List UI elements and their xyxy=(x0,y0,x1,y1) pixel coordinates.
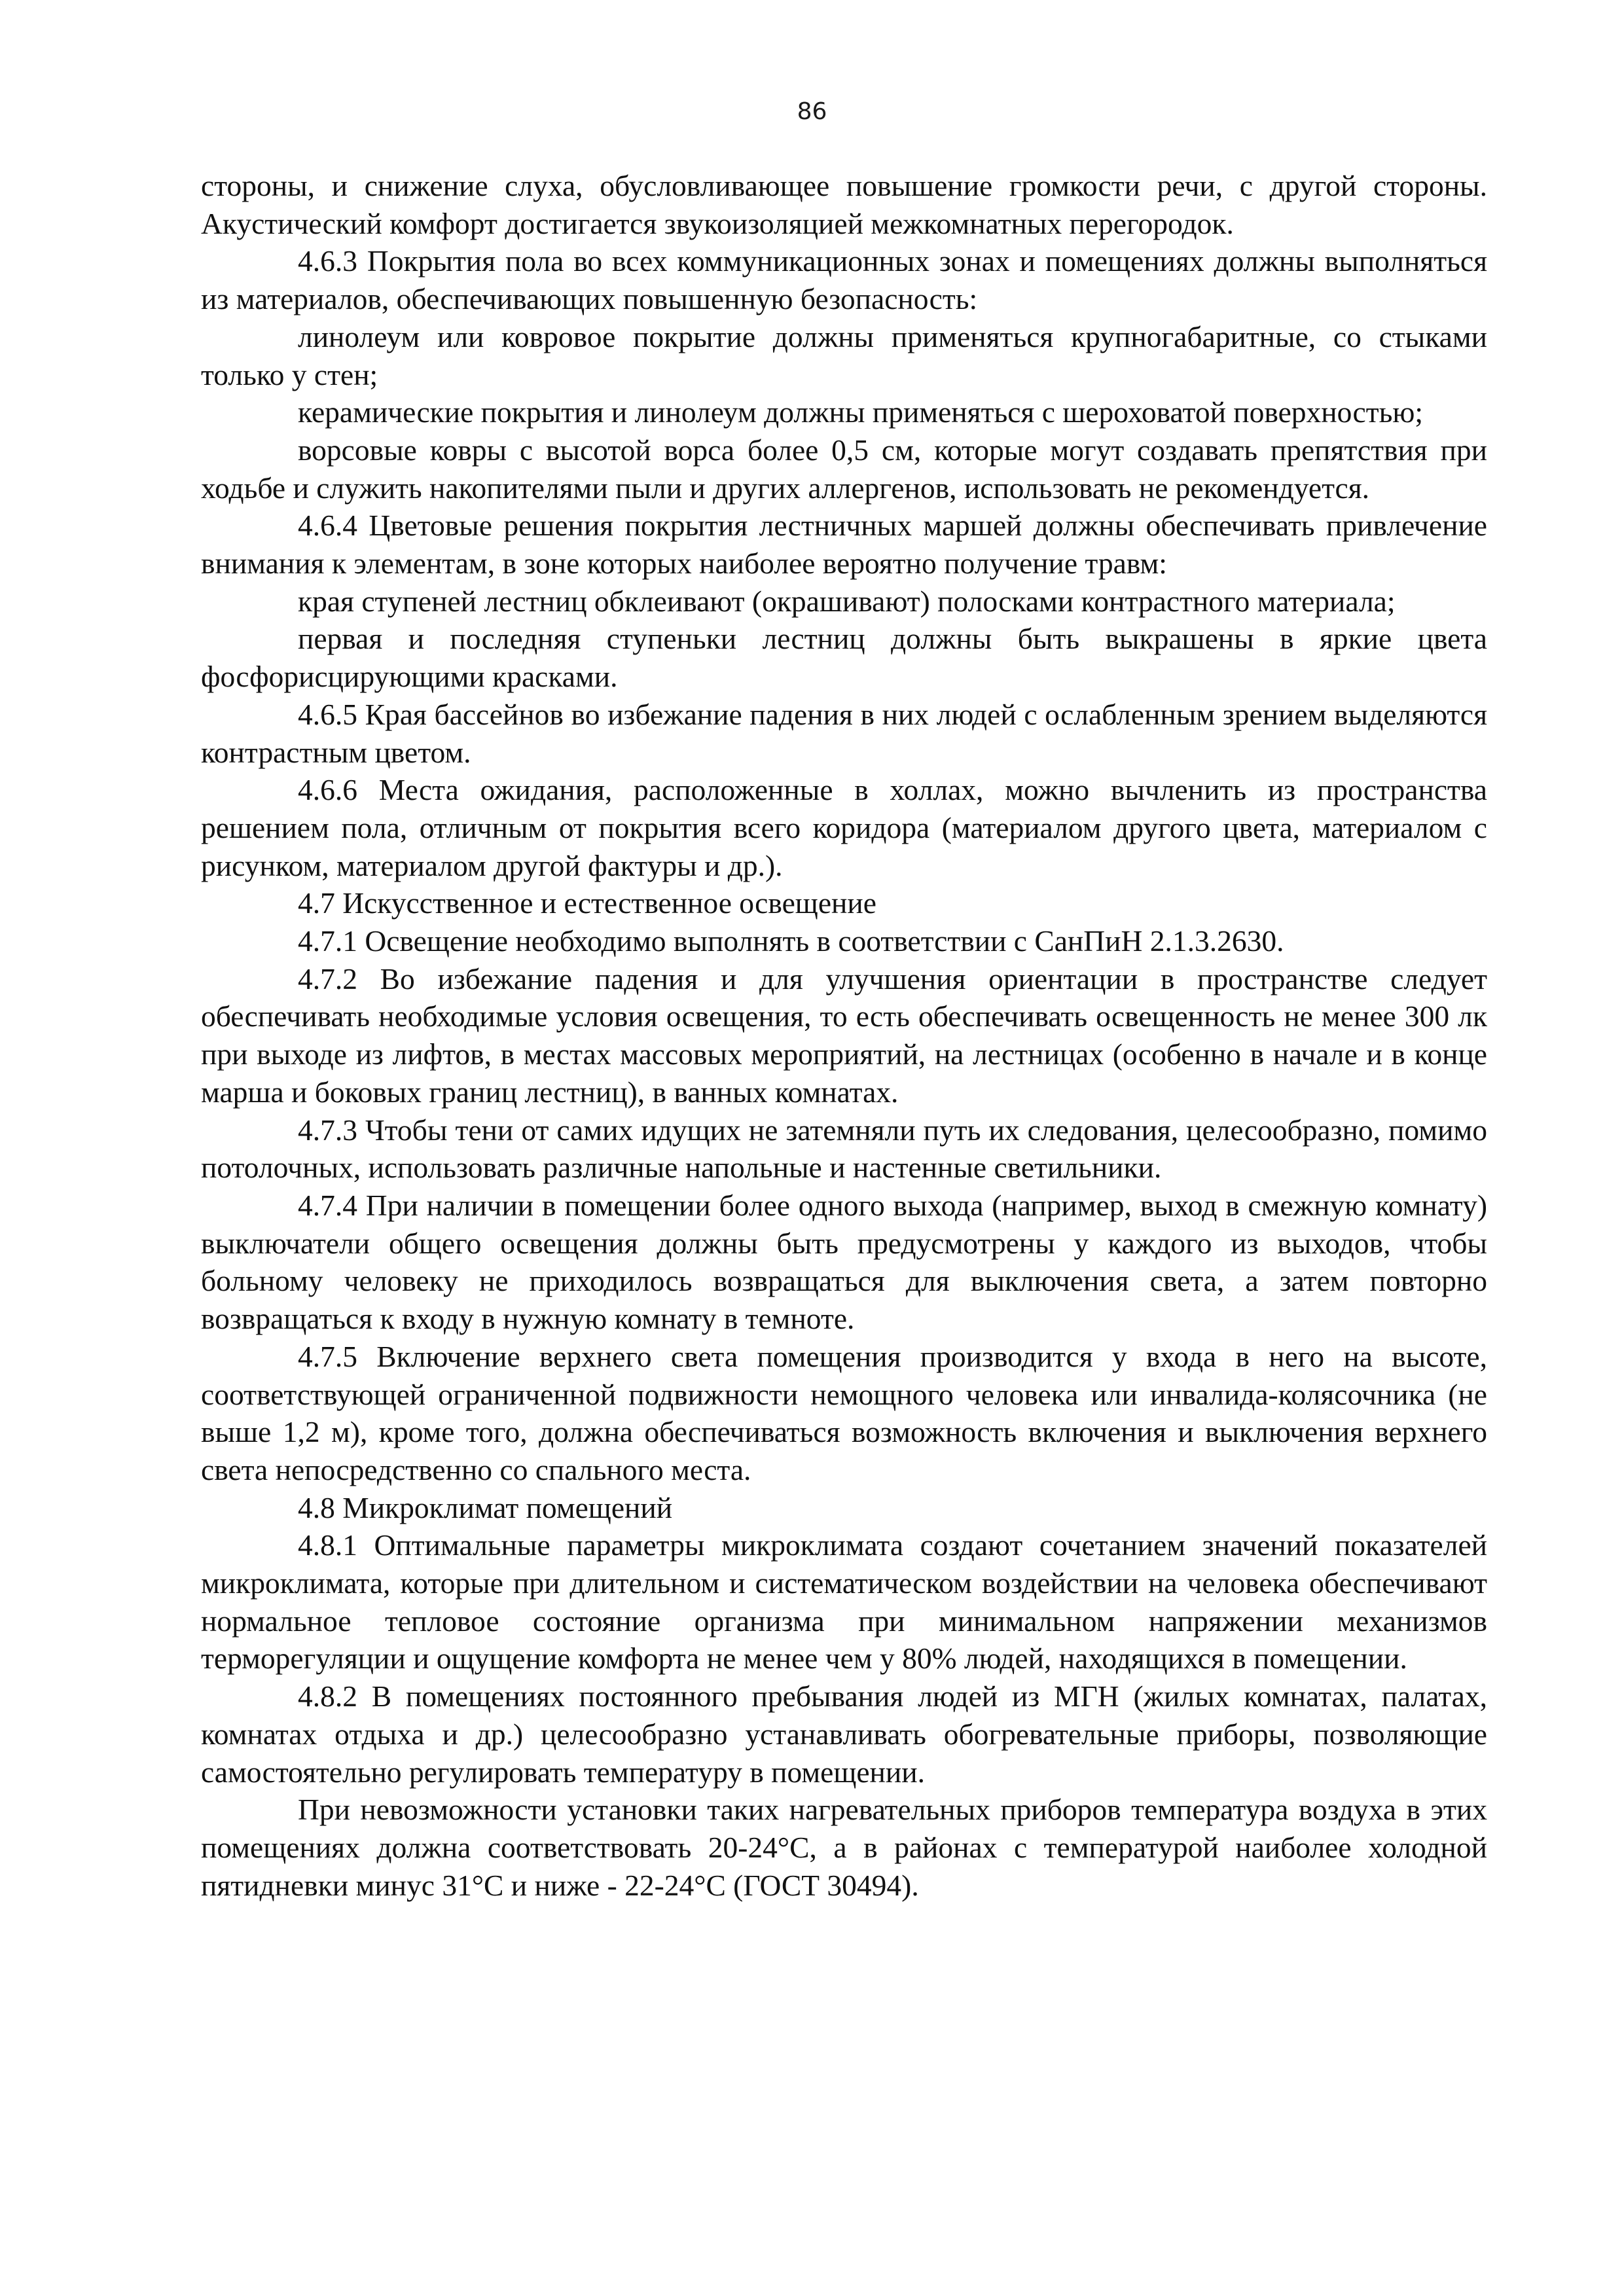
paragraph-4-8-1: 4.8.1 Оптимальные параметры микроклимата создают сочетанием значений показателей микроклимата, которые при длительном и систематическом воздействии на человека обеспечивают нормальное тепловое состояние организма при минимальном напряжении механизмов терморегуляции и ощущение комфорта не менее чем у 80% людей, находящихся в помещении. xyxy=(201,1528,1487,1676)
paragraph-4-6-3: 4.6.3 Покрытия пола во всех коммуникационных зонах и помещениях должны выполняться из материалов, обеспечивающих повышенную безопасность: xyxy=(201,244,1487,316)
paragraph-4-7-5: 4.7.5 Включение верхнего света помещения производится у входа в него на высоте, соответствующей ограниченной подвижности немощного человека или инвалида-колясочника (не выше 1,2 м), кроме того, должна обеспечиваться возможность включения и выключения верхнего света непосредственно со спального места. xyxy=(201,1339,1487,1486)
paragraph-4-6-5: 4.6.5 Края бассейнов во избежание падения в них людей с ослабленным зрением выделяются контрастным цветом. xyxy=(201,697,1487,769)
document-body xyxy=(201,167,1487,1904)
list-item-linoleum-carpet: линолеум или ковровое покрытие должны применяться крупногабаритные, со стыками только у стен; xyxy=(201,319,1487,391)
list-item-step-edges: края ступеней лестниц обклеивают (окрашивают) полосками контрастного материала; xyxy=(298,584,1396,618)
paragraph-4-7-3: 4.7.3 Чтобы тени от самих идущих не затемняли путь их следования, целесообразно, помимо потолочных, использовать различные напольные и настенные светильники. xyxy=(201,1113,1487,1185)
section-heading-4-7: 4.7 Искусственное и естественное освещение xyxy=(298,886,876,920)
list-item-first-last-steps: первая и последняя ступеньки лестниц должны быть выкрашены в яркие цвета фосфорисцирующими красками. xyxy=(201,622,1487,694)
paragraph-4-6-4: 4.6.4 Цветовые решения покрытия лестничных маршей должны обеспечивать привлечение внимания к элементам, в зоне которых наиболее вероятно получение травм: xyxy=(201,509,1487,581)
paragraph-4-8-2: 4.8.2 В помещениях постоянного пребывания людей из МГН (жилых комнатах, палатах, комнатах отдыха и др.) целесообразно устанавливать обогревательные приборы, позволяющие самостоятельно регулировать температуру в помещении. xyxy=(201,1679,1487,1789)
paragraph-continuation: стороны, и снижение слуха, обусловливающее повышение громкости речи, с другой стороны. Акустический комфорт достигается звукоизоляцией межкомнатных перегородок. xyxy=(201,169,1487,240)
paragraph-4-7-1: 4.7.1 Освещение необходимо выполнять в соответствии с СанПиН 2.1.3.2630. xyxy=(298,924,1284,958)
paragraph-4-7-2: 4.7.2 Во избежание падения и для улучшения ориентации в пространстве следует обеспечивать необходимые условия освещения, то есть обеспечивать освещенность не менее 300 лк при выходе из лифтов, в местах массовых мероприятий, на лестницах (особенно в начале и в конце марша и боковых границ лестниц), в ванных комнатах. xyxy=(201,961,1487,1109)
page-number: 86 xyxy=(797,98,827,125)
paragraph-4-7-4: 4.7.4 При наличии в помещении более одного выхода (например, выход в смежную комнату) выключатели общего освещения должны быть предусмотрены у каждого из выходов, чтобы больному человеку не приходилось возвращаться для выключения света, а затем повторно возвращаться к входу в нужную комнату в темноте. xyxy=(201,1188,1487,1336)
paragraph-temperature: При невозможности установки таких нагревательных приборов температура воздуха в этих помещениях должна соответствовать 20-24°С, а в районах с температурой наиболее холодной пятидневки минус 31°С и ниже - 22-24°С (ГОСТ 30494). xyxy=(201,1793,1487,1902)
paragraph-4-6-6: 4.6.6 Места ожидания, расположенные в холлах, можно вычленить из пространства решением пола, отличным от покрытия всего коридора (материалом другого цвета, материалом с рисунком, материалом другой фактуры и др.). xyxy=(201,773,1487,882)
section-heading-4-8: 4.8 Микроклимат помещений xyxy=(298,1490,673,1524)
list-item-pile-carpets: ворсовые ковры с высотой ворса более 0,5 см, которые могут создавать препятствия при ходьбе и служить накопителями пыли и других аллергенов, использовать не рекомендуется. xyxy=(201,433,1487,505)
list-item-ceramic: керамические покрытия и линолеум должны применяться с шероховатой поверхностью; xyxy=(298,395,1424,429)
